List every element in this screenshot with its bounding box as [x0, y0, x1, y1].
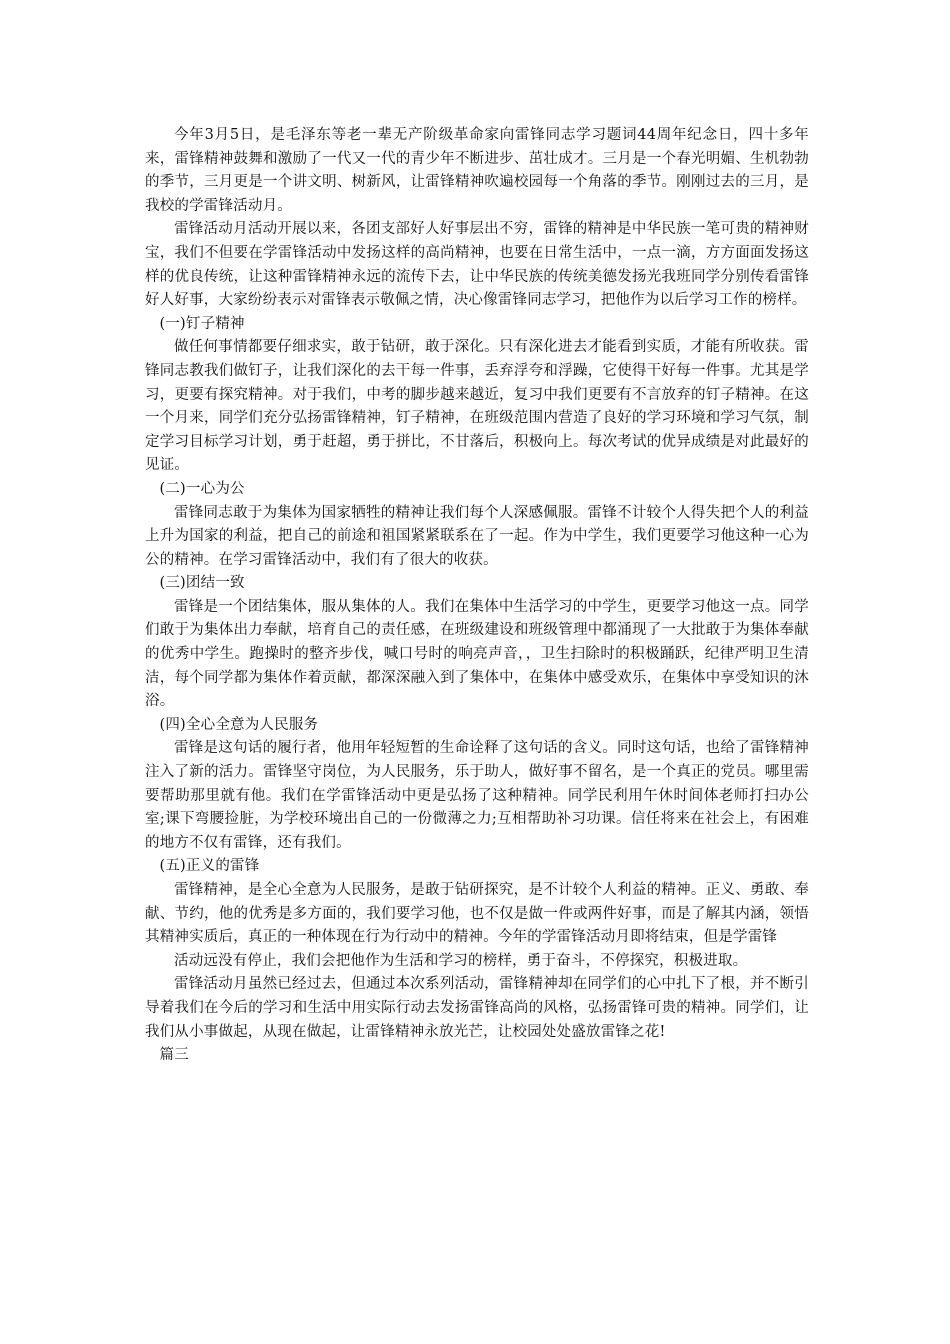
- paragraph-section-5: 雷锋精神，是全心全意为人民服务，是敢于钻研探究，是不计较个人利益的精神。正义、勇敢、奉献、节约，他的优秀是多方面的，我们要学习他，也不仅是做一件或两件好事，而是了解其内涵，领悟其精神实质后，真正的一种体现在行为行动中的精神。今年的学雷锋活动月即将结束，但是学雷锋: [145, 882, 809, 946]
- section-heading-5: (五)正义的雷锋: [159, 858, 260, 875]
- section-heading-2: (二)一心为公: [159, 480, 245, 497]
- document-body: [145, 124, 809, 1068]
- part-heading: 篇三: [159, 1047, 189, 1064]
- paragraph-section-4: 雷锋是这句话的履行者，他用年轻短暂的生命诠释了这句话的含义。同时这句话，也给了雷锋精神注入了新的活力。雷锋坚守岗位，为人民服务，乐于助人，做好事不留名，是一个真正的党员。哪里需要帮助那里就有他。我们在学雷锋活动中更是弘扬了这种精神。同学民利用午休时间体老师打扫办公室;课下弯腰捡脏，为学校环境出自己的一份微薄之力;互相帮助补习功课。信任将来在社会上，有困难的地方不仅有雷锋，还有我们。: [145, 740, 809, 851]
- paragraph-intro: 今年3月5日，是毛泽东等老一辈无产阶级革命家向雷锋同志学习题词44周年纪念日，四十多年来，雷锋精神鼓舞和激励了一代又一代的青少年不断进步、茁壮成才。三月是一个春光明媚、生机勃勃的季节，三月更是一个讲文明、树新风，让雷锋精神吹遍校园每一个角落的季节。刚刚过去的三月，是我校的学雷锋活动月。: [145, 127, 809, 214]
- paragraph-activity-month: 雷锋活动月活动开展以来，各团支部好人好事层出不穷，雷锋的精神是中华民族一笔可贵的精神财宝，我们不但要在学雷锋活动中发扬这样的高尚精神，也要在日常生活中，一点一滴，方方面面发扬这样的优良传统，让这种雷锋精神永远的流传下去，让中华民族的传统美德发扬光我班同学分别传看雷锋好人好事，大家纷纷表示对雷锋表示敬佩之情，决心像雷锋同志学习，把他作为以后学习工作的榜样。: [145, 221, 809, 309]
- section-heading-3: (三)团结一致: [159, 575, 245, 592]
- paragraph-section-1: 做任何事情都要仔细求实，敢于钻研，敢于深化。只有深化进去才能看到实质，才能有所收获。雷锋同志教我们做钉子，让我们深化的去干每一件事，丢弃浮夸和浮躁，它使得干好每一件事。尤其是学习，更要有探究精神。对于我们，中考的脚步越来越近，复习中我们更要有不言放弃的钉子精神。在这一个月来，同学们充分弘扬雷锋精神，钉子精神，在班级范围内营造了良好的学习环境和学习气氛，制定学习目标学习计划，勇于赶超，勇于拼比，不甘落后，积极向上。每次考试的优异成绩是对此最好的见证。: [145, 339, 809, 474]
- section-heading-4: (四)全心全意为人民服务: [159, 716, 319, 733]
- paragraph-conclusion: 雷锋活动月虽然已经过去，但通过本次系列活动，雷锋精神却在同学们的心中扎下了根，并不断引导着我们在今后的学习和生活中用实际行动去发扬雷锋高尚的风格，弘扬雷锋可贵的精神。同学们，让我们从小事做起，从现在做起，让雷锋精神永放光芒，让校园处处盛放雷锋之花!: [145, 976, 809, 1040]
- section-heading-1: (一)钉子精神: [159, 315, 245, 332]
- paragraph-section-3: 雷锋是一个团结集体，服从集体的人。我们在集体中生活学习的中学生，更要学习他这一点。同学们敢于为集体出力奉献，培育自己的责任感，在班级建设和班级管理中都涌现了一大批敢于为集体奉献的优秀中学生。跑操时的整齐步伐，喊口号时的响亮声音，，卫生扫除时的积极踊跃，纪律严明卫生清洁，每个同学都为集体作着贡献，都深深融入到了集体中，在集体中感受欢乐，在集体中享受知识的沐浴。: [145, 598, 809, 710]
- paragraph-section-2: 雷锋同志敢于为集体为国家牺牲的精神让我们每个人深感佩服。雷锋不计较个人得失把个人的利益上升为国家的利益，把自己的前途和祖国紧紧联系在了一起。作为中学生，我们更要学习他这种一心为公的精神。在学习雷锋活动中，我们有了很大的收获。: [145, 504, 809, 568]
- paragraph-continuation: 活动远没有停止，我们会把他作为生活和学习的榜样，勇于奋斗，不停探究，积极进取。: [174, 952, 748, 969]
